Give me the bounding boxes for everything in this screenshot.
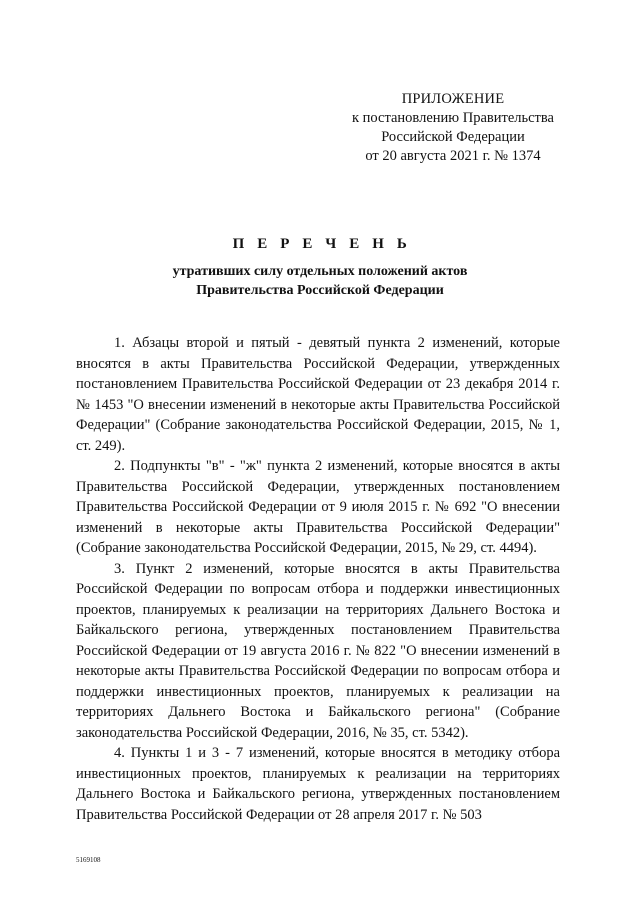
document-subtitle-line-1: утративших силу отдельных положений актов [172, 264, 468, 279]
document-heading [0, 236, 640, 300]
appendix-line-resolution: к постановлению Правительства [352, 110, 554, 126]
paragraph-4: 4. Пункты 1 и 3 - 7 изменений, которые вносятся в методику отбора инвестиционных проектов, планируемых к реализации на территориях Дальнего Востока и Байкальского региона, утвержденных постановлением Правительства Российской Федерации от 28 апреля 2017 г. № 503 [76, 745, 560, 823]
paragraph-1: 1. Абзацы второй и пятый - девятый пункта 2 изменений, которые вносятся в акты Правительства Российской Федерации, утвержденных постановлением Правительства Российской Федерации от 23 декабря 2014 г. № 1453 "О внесении изменений в некоторые акты Правительства Российской Федерации" (Собрание законодательства Российской Федерации, 2015, № 1, ст. 249). [76, 335, 560, 454]
appendix-block [330, 90, 576, 166]
document-code: 5169108 [76, 856, 101, 864]
document-title: П Е Р Е Ч Е Н Ь [232, 236, 412, 252]
appendix-line-federation: Российской Федерации [381, 129, 525, 145]
paragraph-3: 3. Пункт 2 изменений, которые вносятся в акты Правительства Российской Федерации по вопросам отбора и поддержки инвестиционных проектов, планируемых к реализации на территориях Дальнего Востока и Байкальского региона, утвержденных постановлением Правительства Российской Федерации от 19 августа 2016 г. № 822 "О внесении изменений в некоторые акты Правительства Российской Федерации по вопросам отбора и поддержки инвестиционных проектов, планируемых к реализации на территориях Дальнего Востока и Байкальского региона" (Собрание законодательства Российской Федерации, 2016, № 35, ст. 5342). [76, 560, 560, 741]
paragraph-2: 2. Подпункты "в" - "ж" пункта 2 изменений, которые вносятся в акты Правительства Российской Федерации, утвержденных постановлением Правительства Российской Федерации от 9 июля 2015 г. № 692 "О внесении изменений в некоторые акты Правительства Российской Федерации" (Собрание законодательства Российской Федерации, 2015, № 29, ст. 4494). [76, 458, 560, 556]
document-subtitle-line-2: Правительства Российской Федерации [196, 283, 444, 298]
document-body [76, 333, 560, 825]
appendix-line-date: от 20 августа 2021 г. № 1374 [365, 148, 541, 164]
appendix-title: ПРИЛОЖЕНИЕ [401, 91, 505, 107]
